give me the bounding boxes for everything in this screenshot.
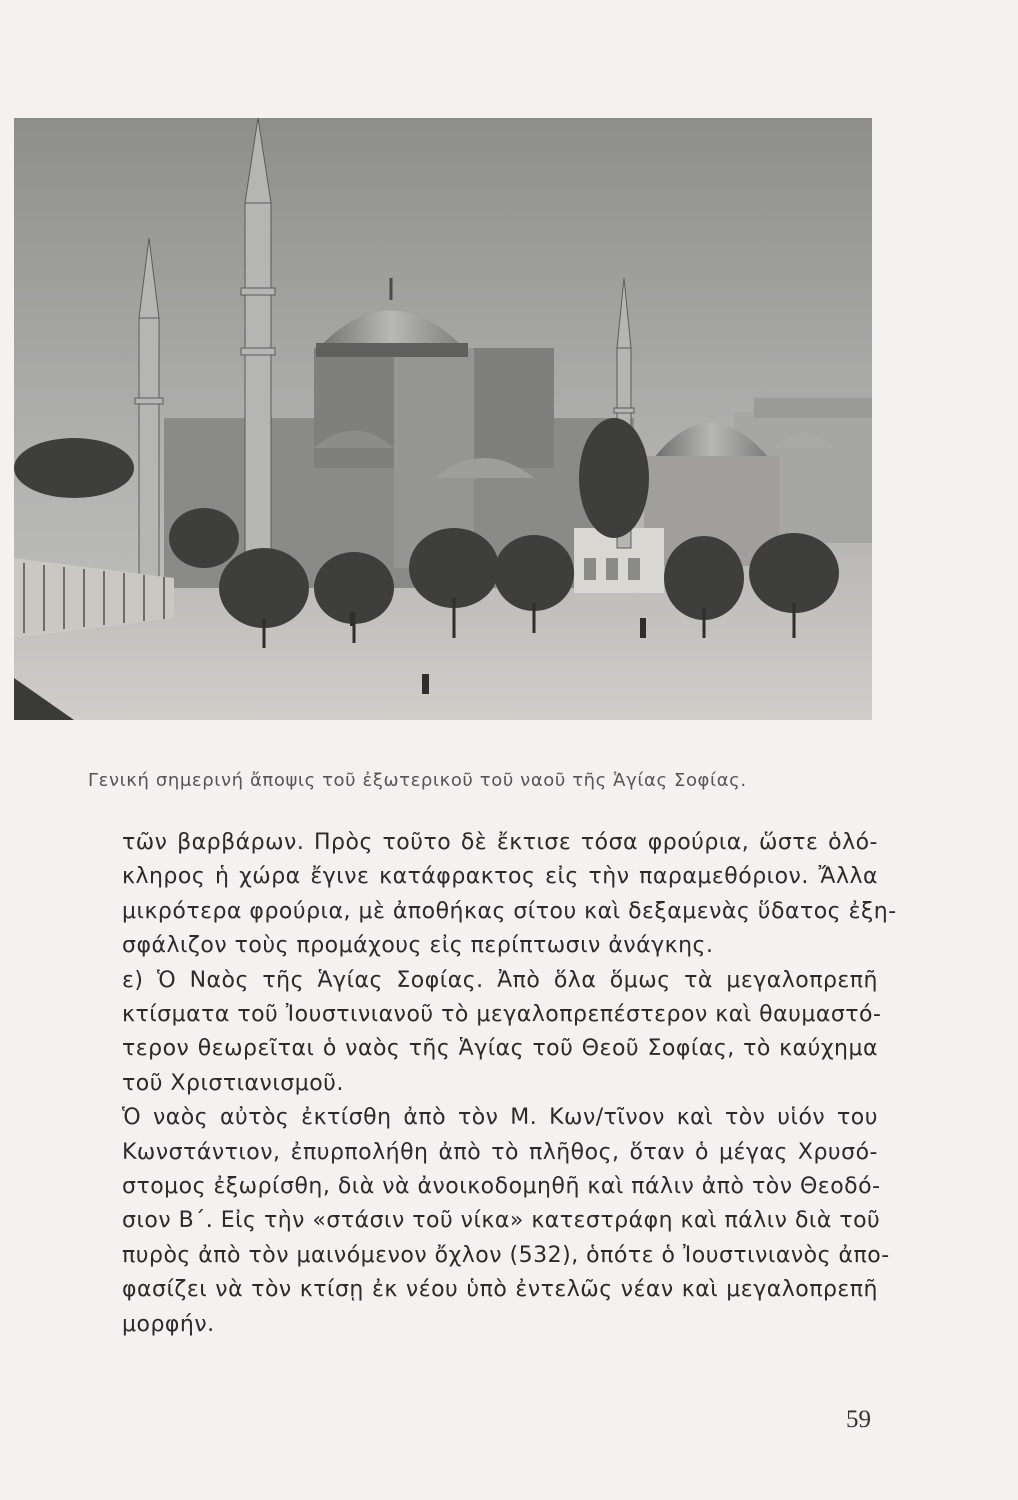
text-line: σιον Β΄. Εἰς τὴν «στάσιν τοῦ νίκα» κατεστράφη καὶ πάλιν διὰ τοῦ <box>122 1208 881 1234</box>
text-line: μορφήν. <box>122 1311 215 1337</box>
text-line: τερον θεωρεῖται ὁ ναὸς τῆς Ἁγίας τοῦ Θεοῦ Σοφίας, τὸ καύχημα <box>122 1036 878 1062</box>
photo-caption: Γενική σημερινή ἄποψις τοῦ ἐξωτερικοῦ τοῦ ναοῦ τῆς Ἁγίας Σοφίας. <box>88 770 747 791</box>
text-line: πυρὸς ἀπὸ τὸν μαινόμενον ὄχλον (532), ὁπότε ὁ Ἰουστινιανὸς ἀπο- <box>122 1242 890 1268</box>
page-number: 59 <box>846 1406 871 1433</box>
text-line: Ὁ ναὸς αὐτὸς ἐκτίσθη ἀπὸ τὸν Μ. Κων/τῖνον καὶ τὸν υἱόν του <box>122 1105 878 1131</box>
photo-drawing <box>14 118 872 720</box>
text-line: Κωνστάντιον, ἐπυρπολήθη ἀπὸ τὸ πλῆθος, ὅταν ὁ μέγας Χρυσό- <box>122 1139 878 1165</box>
text-line: ε) Ὁ Ναὸς τῆς Ἁγίας Σοφίας. Ἀπὸ ὅλα ὅμως τὰ μεγαλοπρεπῆ <box>122 967 878 993</box>
hagia-sophia-photograph <box>14 118 872 720</box>
text-line: στομος ἐξωρίσθη, διὰ νὰ ἀνοικοδομηθῆ καὶ πάλιν ἀπὸ τὸν Θεοδό- <box>122 1174 881 1200</box>
text-line: τοῦ Χριστιανισμοῦ. <box>122 1070 344 1096</box>
text-line: φασίζει νὰ τὸν κτίσῃ ἐκ νέου ὑπὸ ἐντελῶς νέαν καὶ μεγαλοπρεπῆ <box>122 1277 878 1303</box>
paragraph-3 <box>122 1101 890 1342</box>
body-text <box>122 826 897 1342</box>
paragraph-1 <box>122 826 897 964</box>
text-line: σφάλιζον τοὺς προμάχους εἰς περίπτωσιν ἀνάγκης. <box>122 933 714 959</box>
text-line: τῶν βαρβάρων. Πρὸς τοῦτο δὲ ἔκτισε τόσα φρούρια, ὥστε ὁλό- <box>122 830 878 855</box>
paragraph-2 <box>122 964 882 1102</box>
text-line: κτίσματα τοῦ Ἰουστινιανοῦ τὸ μεγαλοπρεπέστερον καὶ θαυμαστό- <box>122 1002 882 1028</box>
text-line: μικρότερα φρούρια, μὲ ἀποθήκας σίτου καὶ δεξαμενὰς ὕδατος ἐξη- <box>122 898 897 924</box>
text-line: κληρος ἡ χώρα ἔγινε κατάφρακτος εἰς τὴν παραμεθόριον. Ἄλλα <box>122 864 878 890</box>
